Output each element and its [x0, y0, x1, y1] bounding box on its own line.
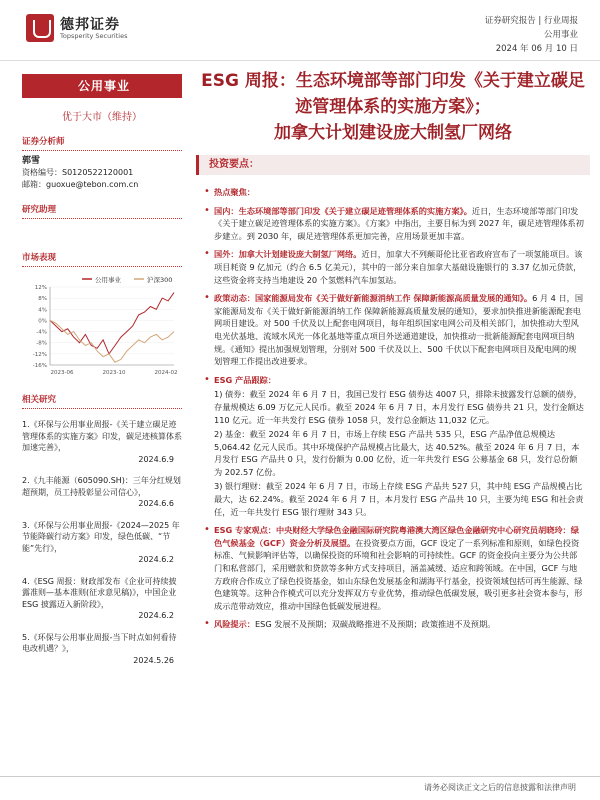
related-item[interactable]	[22, 419, 182, 465]
hotspot-heading	[204, 186, 584, 199]
related-item-title: 1.《环保与公用事业周报-《关于建立碳足迹管理体系的实施方案》印发，碳足迹核算体系加速完善》，	[22, 420, 182, 452]
related-item-date: 2024.5.26	[133, 655, 174, 665]
y-tick-label: 8%	[38, 296, 47, 303]
report-date: 2024 年 06 月 10 日	[495, 44, 578, 54]
expert-body: 在投资要点方面，GCF 设定了一系列标准和原则，如绿色投资标准、气候影响评估等，以确保投资的环境和社会影响的可持续性。GCF 的资金投向主要分为公共部门和私营部门，采用赠款和贷款等多种方式支持项目，涵盖减缓、适应和跨领域。在中国，GCF 与地方政府合作成立了绿色投资基金，如山东绿色发展基金和湖海平行基金，投资领域包括可再生能源、绿色建筑等。这种合作模式可以充分发挥双方专业优势，推动绿色低碳发展，吸引更多社会资本参与，形成示范带动效应，推动中国绿色低碳发展进程。	[214, 537, 583, 611]
related-item-title: 3.《环保与公用事业周报-《2024—2025 年节能降碳行动方案》印发，绿色低碳、“节能”先行》，	[22, 520, 180, 553]
x-tick-label: 2024-02	[154, 370, 178, 376]
title-area	[196, 68, 590, 146]
analyst-name: 郭雪	[22, 156, 41, 166]
related-item-date: 2024.6.2	[138, 555, 174, 564]
related-item-date: 2024.6.6	[138, 499, 174, 508]
esg-products-title: ESG 产品跟踪：	[214, 374, 276, 385]
related-item[interactable]	[22, 576, 182, 622]
header-industry: 公用事业	[543, 30, 578, 40]
logo-name-cn: 德邦证券	[60, 17, 120, 33]
header-divider	[0, 60, 600, 61]
y-tick-label: -8%	[36, 340, 47, 347]
policy-item	[204, 292, 584, 368]
series-line	[50, 320, 174, 362]
report-type: 证券研究报告 | 行业周报	[484, 16, 578, 26]
research-assistant-section-title: 研究助理	[22, 203, 182, 219]
intl-lead: 国外：加拿大计划建设庞大制氢厂网络。	[214, 249, 362, 260]
left-sidebar	[22, 74, 182, 666]
footer-divider	[0, 776, 600, 777]
y-tick-label: 12%	[34, 285, 47, 291]
report-title: ESG 周报：生态环境部等部门印发《关于建立碳足迹管理体系的实施方案》；	[201, 71, 585, 117]
y-tick-label: -12%	[32, 351, 47, 358]
related-item-title: 4.《ESG 周报：财政部发布《企业可持续披露准则—基本准则(征求意见稿)》，中国企业 ESG 披露迈入新阶段》，	[22, 576, 177, 609]
analyst-email[interactable]: 邮箱：guoxue@tebon.com.cn	[22, 180, 139, 189]
y-tick-label: 0%	[38, 318, 47, 325]
y-tick-label: -4%	[36, 329, 47, 336]
legend-label: 沪深300	[147, 276, 173, 284]
risk-body: ESG 发展不及预期；双碳战略推进不及预期；政策推进不及预期。	[254, 619, 496, 630]
esg-products-item	[204, 374, 584, 519]
intl-body: 近日，加拿大不列颠哥伦比亚省政府宣布了一项氢能项目。该项目耗资 9 亿加元（约合 6.5 亿美元），其中的一部分来自加拿大基础设施银行的 3.37 亿加元贷款，这些资金将支持当地建设 20 个氢燃料汽车加氢站。	[214, 249, 583, 285]
header-meta	[485, 14, 578, 56]
domestic-body: 近日，生态环境部等部门印发《关于建立碳足迹管理体系的实施方案》。《方案》中指出，主要目标为到 2027 年，碳足迹管理体系初步建立。到 2030 年，碳足迹管理体系更加完善，应用场景更加丰富。	[214, 205, 584, 241]
policy-lead: 政策动态：国家能源局发布《关于做好新能源消纳工作 保障新能源高质量发展的通知》。	[214, 293, 533, 304]
analyst-section-title: 证券分析师	[22, 135, 182, 151]
domestic-lead: 国内：生态环境部等部门印发《关于建立碳足迹管理体系的实施方案》。	[214, 205, 472, 216]
key-points-label: 投资要点：	[196, 155, 590, 175]
related-list	[22, 419, 182, 666]
international-item	[204, 248, 584, 286]
related-item[interactable]	[22, 475, 182, 510]
tebon-logo-icon	[26, 14, 54, 42]
report-subtitle: 加拿大计划建设庞大制氢厂网络	[274, 123, 512, 143]
related-item-title: 2.《九丰能源（605090.SH)：三年分红规划超预期，员工持股彰显公司信心》，	[22, 476, 181, 497]
market-chart-svg	[22, 273, 182, 381]
sector-banner: 公用事业	[22, 74, 182, 98]
market-chart	[22, 273, 182, 381]
x-tick-label: 2023-06	[50, 370, 74, 376]
analyst-cert: 资格编号：S0120522120001	[22, 168, 134, 177]
series-line	[50, 293, 174, 354]
y-tick-label: -16%	[32, 363, 47, 369]
related-section-title: 相关研究	[22, 393, 182, 409]
x-tick-label: 2023-10	[102, 370, 126, 376]
analyst-info	[22, 155, 182, 191]
report-header	[0, 0, 600, 70]
logo-name-en: Topsperity Securities	[60, 32, 128, 40]
rating: 优于大市（维持）	[62, 112, 142, 123]
expert-item	[204, 524, 584, 612]
esg-bond-text: 1) 债券：截至 2024 年 6 月 7 日，我国已发行 ESG 债券达 4007 只，排除未披露发行总额的债券，存量规模达 6.09 万亿元人民币。截至 2024 年 6 月 7 日，本月发行 ESG 债券共 21 只，发行金额达 110 亿元。近一年共发行 ESG 债券 1058 只，发行总金额达 11,032 亿元。	[214, 389, 584, 425]
footer-disclaimer: 请务必阅读正文之后的信息披露和法律声明	[424, 783, 576, 792]
related-item[interactable]	[22, 632, 182, 667]
risk-item	[204, 618, 584, 631]
main-content	[204, 186, 584, 637]
policy-body: 6 月 4 日，国家能源局发布《关于做好新能源消纳工作 保障新能源高质量发展的通知》，要求加快推进新能源配套电网项目建设。对 500 千伏及以上配套电网项目，每年组织国家电网公司及相关部门，加快推动大型风电光伏基地、流域水风光一体化基地等重点项目外送通道建设，加快推动一批新能源配套电网项目纳规。《通知》提出加强规划管理，分别对 500 千伏及以上、500 千伏以下配套电网项目及配电网的规划管理工作提出改进要求。	[214, 293, 584, 367]
y-tick-label: 4%	[38, 307, 47, 314]
related-item-title: 5.《环保与公用事业周报-当下时点如何看待电改机遇？》，	[22, 632, 177, 653]
related-item[interactable]	[22, 520, 182, 566]
expert-lead: ESG 专家观点：中央财经大学绿色金融国际研究院粤港澳大湾区绿色金融研究中心研究员胡晓玲：绿色气候基金（GCF）资金分析及展望。	[214, 525, 579, 548]
related-item-date: 2024.6.2	[138, 611, 174, 620]
esg-wealth-text: 3) 银行理财：截至 2024 年 6 月 7 日，市场上存续 ESG 产品共 527 只，其中纯 ESG 产品规模占比最大，达 62.24%。截至 2024 年 6 月 7 日，本月发行 ESG 产品共 10 只，主要为纯 ESG 和社会责任，近一年共发行 ESG 银行理财 343 只。	[214, 481, 584, 517]
domestic-item	[204, 205, 584, 243]
hotspot-title: 热点聚焦：	[214, 187, 255, 197]
related-item-date: 2024.6.9	[138, 454, 174, 464]
risk-lead: 风险提示：	[214, 619, 255, 630]
market-section-title: 市场表现	[22, 251, 182, 267]
esg-fund-text: 2) 基金：截至 2024 年 6 月 7 日，市场上存续 ESG 产品共 535 只，ESG 产品净值总规模达 5,064.42 亿元人民币。其中环境保护产品规模占比最大，达 40.52%。截至 2024 年 6 月 7 日，本月发行 ESG 产品共 0 只，发行份额为 0.00 亿份，近一年共发行 ESG 公募基金 68 只，发行总份额为 202.57 亿份。	[214, 429, 580, 477]
legend-label: 公用事业	[95, 276, 121, 284]
